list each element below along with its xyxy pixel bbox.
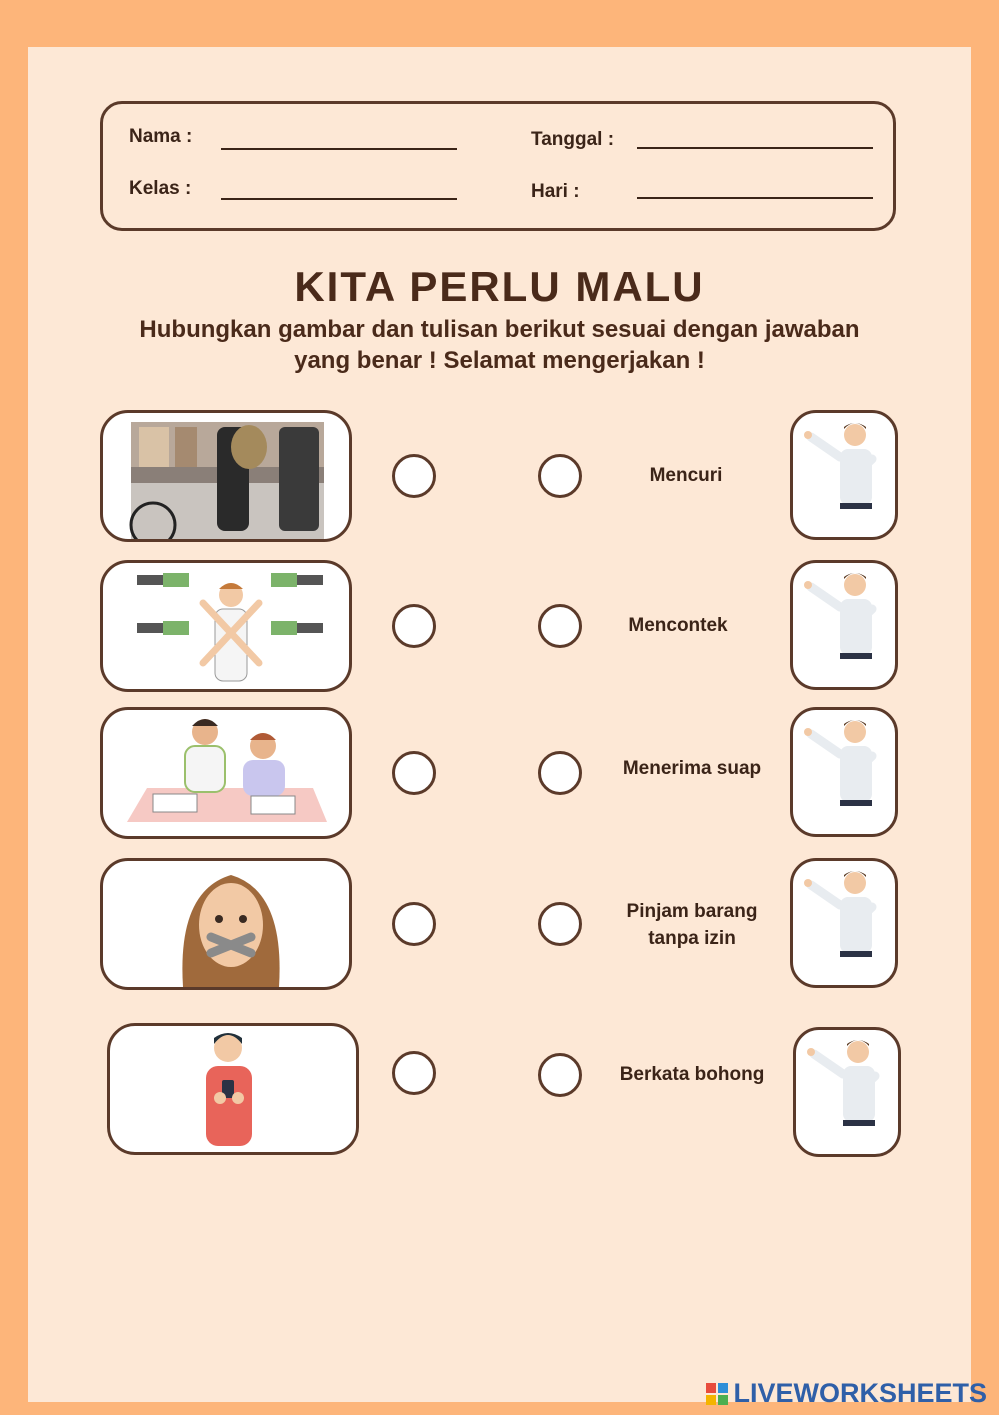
liveworksheets-icon xyxy=(705,1382,729,1406)
right-connector-dot[interactable] xyxy=(538,1053,582,1097)
teacher-pointing-illustration xyxy=(793,861,895,985)
bribe-refusal-illustration xyxy=(103,563,349,689)
right-connector-dot[interactable] xyxy=(538,751,582,795)
date-field[interactable] xyxy=(637,147,873,149)
match-row xyxy=(28,560,971,700)
left-connector-dot[interactable] xyxy=(392,454,436,498)
picture-card xyxy=(100,560,352,692)
match-row xyxy=(28,858,971,998)
picture-card xyxy=(100,707,352,839)
left-connector-dot[interactable] xyxy=(392,1051,436,1095)
answer-label: Mencuri xyxy=(649,465,723,486)
taped-mouth-woman-illustration xyxy=(103,861,349,987)
worksheet xyxy=(28,47,971,1402)
name-label: Nama : xyxy=(129,126,193,147)
day-field[interactable] xyxy=(637,197,873,199)
instruction-line: yang benar ! Selamat mengerjakan ! xyxy=(294,347,705,374)
answer-label: Mencontek xyxy=(628,615,728,636)
liveworksheets-logo[interactable] xyxy=(705,1378,987,1409)
class-label: Kelas : xyxy=(129,178,192,199)
match-row xyxy=(28,707,971,847)
left-connector-dot[interactable] xyxy=(392,751,436,795)
page-title: KITA PERLU MALU xyxy=(294,263,705,310)
answer-label-line: Pinjam barang xyxy=(626,901,758,922)
instructions xyxy=(88,314,911,376)
instruction-line: Hubungkan gambar dan tulisan berikut sesuai dengan jawaban xyxy=(139,316,860,343)
picture-card xyxy=(107,1023,359,1155)
phone-user-illustration xyxy=(110,1026,356,1152)
cheating-students-illustration xyxy=(103,710,349,836)
picture-card xyxy=(100,858,352,990)
picture-card xyxy=(100,410,352,542)
left-connector-dot[interactable] xyxy=(392,902,436,946)
answer-label: Menerima suap xyxy=(622,758,762,779)
class-field[interactable] xyxy=(221,198,457,200)
day-label: Hari : xyxy=(531,181,580,202)
teacher-pointing-illustration xyxy=(793,563,895,687)
answer-label xyxy=(607,898,777,952)
match-row xyxy=(28,1023,971,1163)
left-connector-dot[interactable] xyxy=(392,604,436,648)
name-field[interactable] xyxy=(221,148,457,150)
brand-name: LIVEWORKSHEETS xyxy=(733,1378,987,1408)
teacher-card xyxy=(790,560,898,690)
student-info-box xyxy=(100,101,896,231)
answer-label: Berkata bohong xyxy=(619,1064,765,1085)
match-row xyxy=(28,410,971,550)
right-connector-dot[interactable] xyxy=(538,902,582,946)
answer-label-line: tanpa izin xyxy=(648,928,736,949)
pickpocket-photo xyxy=(103,413,349,539)
teacher-card xyxy=(793,1027,901,1157)
teacher-card xyxy=(790,858,898,988)
teacher-pointing-illustration xyxy=(793,710,895,834)
teacher-card xyxy=(790,410,898,540)
right-connector-dot[interactable] xyxy=(538,604,582,648)
date-label: Tanggal : xyxy=(531,129,615,150)
teacher-card xyxy=(790,707,898,837)
right-connector-dot[interactable] xyxy=(538,454,582,498)
teacher-pointing-illustration xyxy=(796,1030,898,1154)
teacher-pointing-illustration xyxy=(793,413,895,537)
